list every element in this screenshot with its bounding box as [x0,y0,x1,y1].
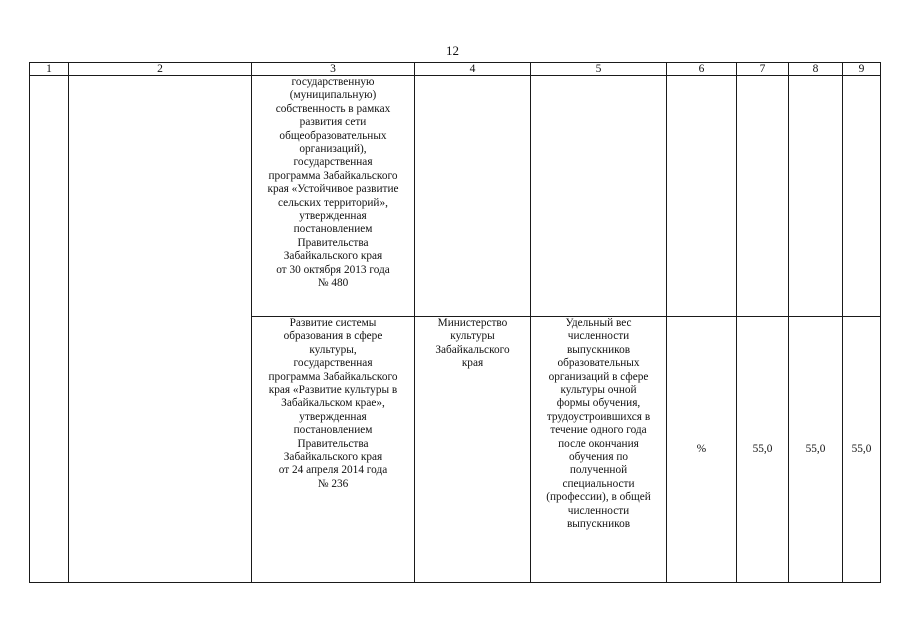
text-line: собственность в рамках [275,102,391,115]
text-line: трудоустроившихся в [546,410,651,423]
text-line: образовательных [557,357,640,370]
text-line: сельских территорий», [278,196,388,209]
column-numbers-row [30,63,881,76]
text-line: государственная [293,156,373,169]
column-number-4: 4 [415,63,531,76]
column-number-9: 9 [843,63,881,76]
program-cell [252,317,415,583]
text-line: № 480 [317,277,349,290]
text-line: (профессии), в общей [546,491,651,504]
table-row [30,76,881,317]
text-line: Забайкальского края [283,451,383,464]
column-number-5: 5 [531,63,667,76]
text-line: Забайкальском крае», [281,397,385,410]
text-line: развития сети [299,116,367,129]
text-line: утвержденная [299,410,367,423]
indicators-table [29,62,881,583]
program-text [254,317,412,491]
text-line: течение одного года [550,424,647,437]
value-cell-col8: 55,0 [789,317,843,583]
text-line: государственная [293,357,373,370]
text-line: организаций), [299,143,367,156]
text-line: численности [567,330,630,343]
text-line: постановлением [293,424,373,437]
text-line: программа Забайкальского [268,370,398,383]
text-line: численности [567,504,630,517]
column-number-8: 8 [789,63,843,76]
cell-col6 [667,76,737,317]
executor-text [417,317,528,371]
text-line: Развитие системы [289,317,377,329]
column-number-6: 6 [667,63,737,76]
value-cell-col7: 55,0 [737,317,789,583]
text-line: от 30 октября 2013 года [276,263,390,276]
text-line: № 236 [317,477,349,490]
cell-col1 [30,76,69,583]
text-line: обучения по [568,451,629,464]
unit-cell: % [667,317,737,583]
indicator-text [533,317,664,532]
text-line: Правительства [297,236,369,249]
cell-col7 [737,76,789,317]
text-line: формы обучения, [556,397,641,410]
program-cell [252,76,415,317]
cell-col4 [415,76,531,317]
text-line: государственную [291,76,375,88]
text-line: утвержденная [299,210,367,223]
text-line: программа Забайкальского [268,169,398,182]
text-line: организаций в сфере [548,370,649,383]
text-line: культуры, [309,343,357,356]
cell-col9 [843,76,881,317]
text-line: после окончания [558,437,639,450]
value-cell-col9: 55,0 [843,317,881,583]
text-line: образования в сфере [283,330,383,343]
indicator-cell [531,317,667,583]
program-text [254,76,412,291]
text-line: края «Устойчивое развитие [267,183,399,196]
column-number-1: 1 [30,63,69,76]
cell-col2 [69,76,252,583]
text-line: Забайкальского [435,343,510,356]
column-number-7: 7 [737,63,789,76]
text-line: специальности [562,477,635,490]
text-line: культуры [450,330,495,343]
text-line: Удельный вес [565,317,632,329]
text-line: выпускников [566,518,631,531]
text-line: Забайкальского края [283,250,383,263]
text-line: Правительства [297,437,369,450]
text-line: культуры очной [560,384,637,397]
cell-col8 [789,76,843,317]
text-line: (муниципальную) [289,89,377,102]
page-number: 12 [446,43,459,58]
executor-cell [415,317,531,583]
text-line: края [461,357,484,370]
cell-col5 [531,76,667,317]
column-number-3: 3 [252,63,415,76]
text-line: постановлением [293,223,373,236]
text-line: края «Развитие культуры в [268,384,398,397]
text-line: полученной [569,464,628,477]
text-line: общеобразовательных [279,129,387,142]
text-line: от 24 апреля 2014 года [278,464,388,477]
text-line: Министерство [437,317,508,329]
column-number-2: 2 [69,63,252,76]
text-line: выпускников [566,343,631,356]
